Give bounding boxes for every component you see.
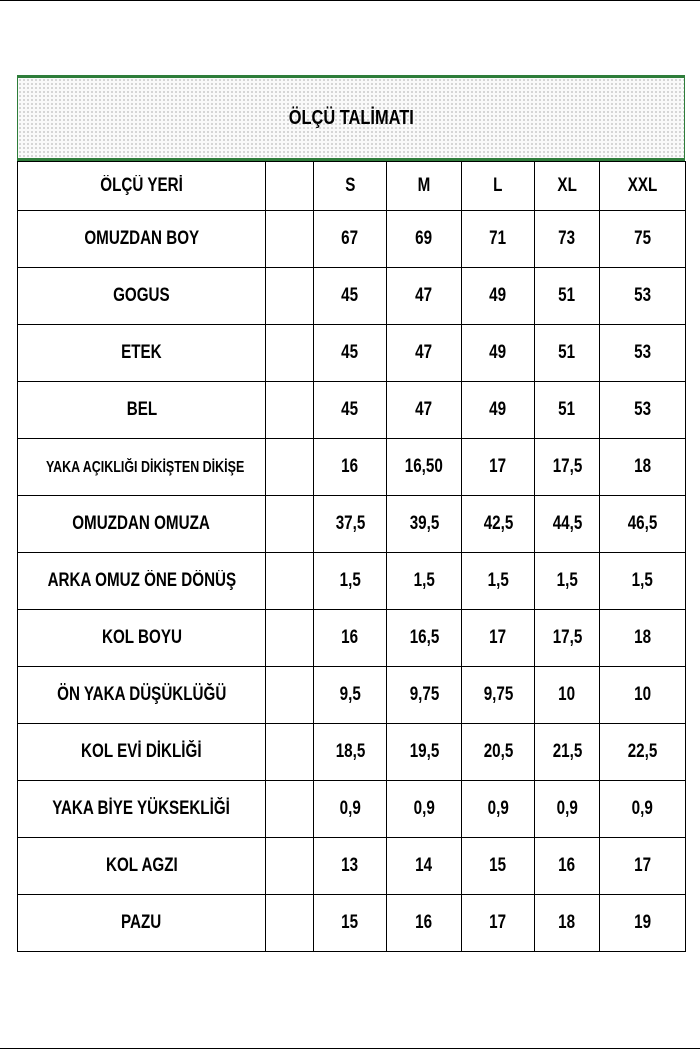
value-cell-s: 67 [314, 211, 387, 268]
value-cell-l: 49 [462, 325, 535, 382]
table-row [18, 439, 686, 496]
row-label: GOGUS [18, 268, 266, 325]
value-cell-m: 0,9 [387, 781, 462, 838]
value-cell-l: 49 [462, 382, 535, 439]
row-gap-cell [266, 496, 314, 553]
value-cell-s: 16 [314, 439, 387, 496]
table-row [18, 667, 686, 724]
row-gap-cell [266, 667, 314, 724]
chart-title: ÖLÇÜ TALİMATI [288, 106, 414, 129]
value-cell-m: 47 [387, 382, 462, 439]
value-cell-xxl: 18 [600, 439, 686, 496]
value-cell-xxl: 46,5 [600, 496, 686, 553]
row-label: OMUZDAN OMUZA [18, 496, 266, 553]
row-gap-cell [266, 382, 314, 439]
value-cell-s: 45 [314, 268, 387, 325]
value-cell-xl: 51 [535, 382, 600, 439]
value-cell-l: 0,9 [462, 781, 535, 838]
value-cell-xl: 51 [535, 268, 600, 325]
value-cell-s: 9,5 [314, 667, 387, 724]
value-cell-xxl: 10 [600, 667, 686, 724]
header-size-xl: XL [535, 162, 600, 211]
row-label: KOL EVİ DİKLİĞİ [18, 724, 266, 781]
row-gap-cell [266, 325, 314, 382]
table-row [18, 724, 686, 781]
title-band [17, 75, 685, 161]
row-label: KOL AGZI [18, 838, 266, 895]
header-row [18, 162, 686, 211]
value-cell-l: 49 [462, 268, 535, 325]
value-cell-xxl: 22,5 [600, 724, 686, 781]
header-size-xxl: XXL [600, 162, 686, 211]
table-row [18, 211, 686, 268]
value-cell-m: 16 [387, 895, 462, 952]
row-label: ETEK [18, 325, 266, 382]
row-gap-cell [266, 724, 314, 781]
value-cell-xl: 10 [535, 667, 600, 724]
value-cell-m: 39,5 [387, 496, 462, 553]
row-label: YAKA AÇIKLIĞI DİKİŞTEN DİKİŞE [18, 439, 266, 496]
value-cell-xxl: 53 [600, 325, 686, 382]
value-cell-xxl: 75 [600, 211, 686, 268]
table-row [18, 382, 686, 439]
value-cell-s: 0,9 [314, 781, 387, 838]
value-cell-s: 37,5 [314, 496, 387, 553]
value-cell-l: 9,75 [462, 667, 535, 724]
row-gap-cell [266, 610, 314, 667]
value-cell-xxl: 1,5 [600, 553, 686, 610]
table-row [18, 781, 686, 838]
value-cell-l: 17 [462, 439, 535, 496]
row-label: ARKA OMUZ ÖNE DÖNÜŞ [18, 553, 266, 610]
value-cell-m: 16,5 [387, 610, 462, 667]
value-cell-s: 45 [314, 325, 387, 382]
value-cell-l: 71 [462, 211, 535, 268]
row-label: OMUZDAN BOY [18, 211, 266, 268]
value-cell-l: 20,5 [462, 724, 535, 781]
row-label: PAZU [18, 895, 266, 952]
row-label: ÖN YAKA DÜŞÜKLÜĞÜ [18, 667, 266, 724]
value-cell-m: 19,5 [387, 724, 462, 781]
row-label: KOL BOYU [18, 610, 266, 667]
value-cell-s: 13 [314, 838, 387, 895]
header-gap [266, 162, 314, 211]
value-cell-xxl: 17 [600, 838, 686, 895]
header-label: ÖLÇÜ YERİ [18, 162, 266, 211]
value-cell-xl: 17,5 [535, 610, 600, 667]
value-cell-m: 9,75 [387, 667, 462, 724]
value-cell-xxl: 53 [600, 268, 686, 325]
row-gap-cell [266, 895, 314, 952]
value-cell-l: 17 [462, 610, 535, 667]
value-cell-xl: 1,5 [535, 553, 600, 610]
size-chart [17, 75, 685, 952]
value-cell-l: 42,5 [462, 496, 535, 553]
value-cell-xxl: 53 [600, 382, 686, 439]
row-gap-cell [266, 211, 314, 268]
table-row [18, 838, 686, 895]
value-cell-xl: 73 [535, 211, 600, 268]
value-cell-m: 1,5 [387, 553, 462, 610]
row-gap-cell [266, 781, 314, 838]
value-cell-l: 15 [462, 838, 535, 895]
value-cell-xxl: 19 [600, 895, 686, 952]
page-bottom-rule [0, 1048, 700, 1049]
row-gap-cell [266, 439, 314, 496]
value-cell-m: 69 [387, 211, 462, 268]
value-cell-m: 47 [387, 325, 462, 382]
value-cell-xl: 17,5 [535, 439, 600, 496]
value-cell-m: 47 [387, 268, 462, 325]
header-size-l: L [462, 162, 535, 211]
table-row [18, 496, 686, 553]
table-row [18, 895, 686, 952]
row-label: BEL [18, 382, 266, 439]
value-cell-s: 16 [314, 610, 387, 667]
header-size-m: M [387, 162, 462, 211]
value-cell-m: 14 [387, 838, 462, 895]
value-cell-s: 15 [314, 895, 387, 952]
value-cell-s: 45 [314, 382, 387, 439]
value-cell-s: 1,5 [314, 553, 387, 610]
value-cell-xl: 0,9 [535, 781, 600, 838]
value-cell-xl: 18 [535, 895, 600, 952]
value-cell-xl: 51 [535, 325, 600, 382]
value-cell-xl: 16 [535, 838, 600, 895]
value-cell-xxl: 18 [600, 610, 686, 667]
row-gap-cell [266, 553, 314, 610]
value-cell-xl: 21,5 [535, 724, 600, 781]
value-cell-xl: 44,5 [535, 496, 600, 553]
value-cell-m: 16,50 [387, 439, 462, 496]
header-size-s: S [314, 162, 387, 211]
value-cell-l: 17 [462, 895, 535, 952]
row-gap-cell [266, 838, 314, 895]
size-table [17, 161, 686, 952]
table-row [18, 325, 686, 382]
row-gap-cell [266, 268, 314, 325]
value-cell-s: 18,5 [314, 724, 387, 781]
page-top-rule [0, 0, 700, 1]
table-row [18, 610, 686, 667]
value-cell-l: 1,5 [462, 553, 535, 610]
row-label: YAKA BİYE YÜKSEKLİĞİ [18, 781, 266, 838]
table-row [18, 553, 686, 610]
table-row [18, 268, 686, 325]
value-cell-xxl: 0,9 [600, 781, 686, 838]
